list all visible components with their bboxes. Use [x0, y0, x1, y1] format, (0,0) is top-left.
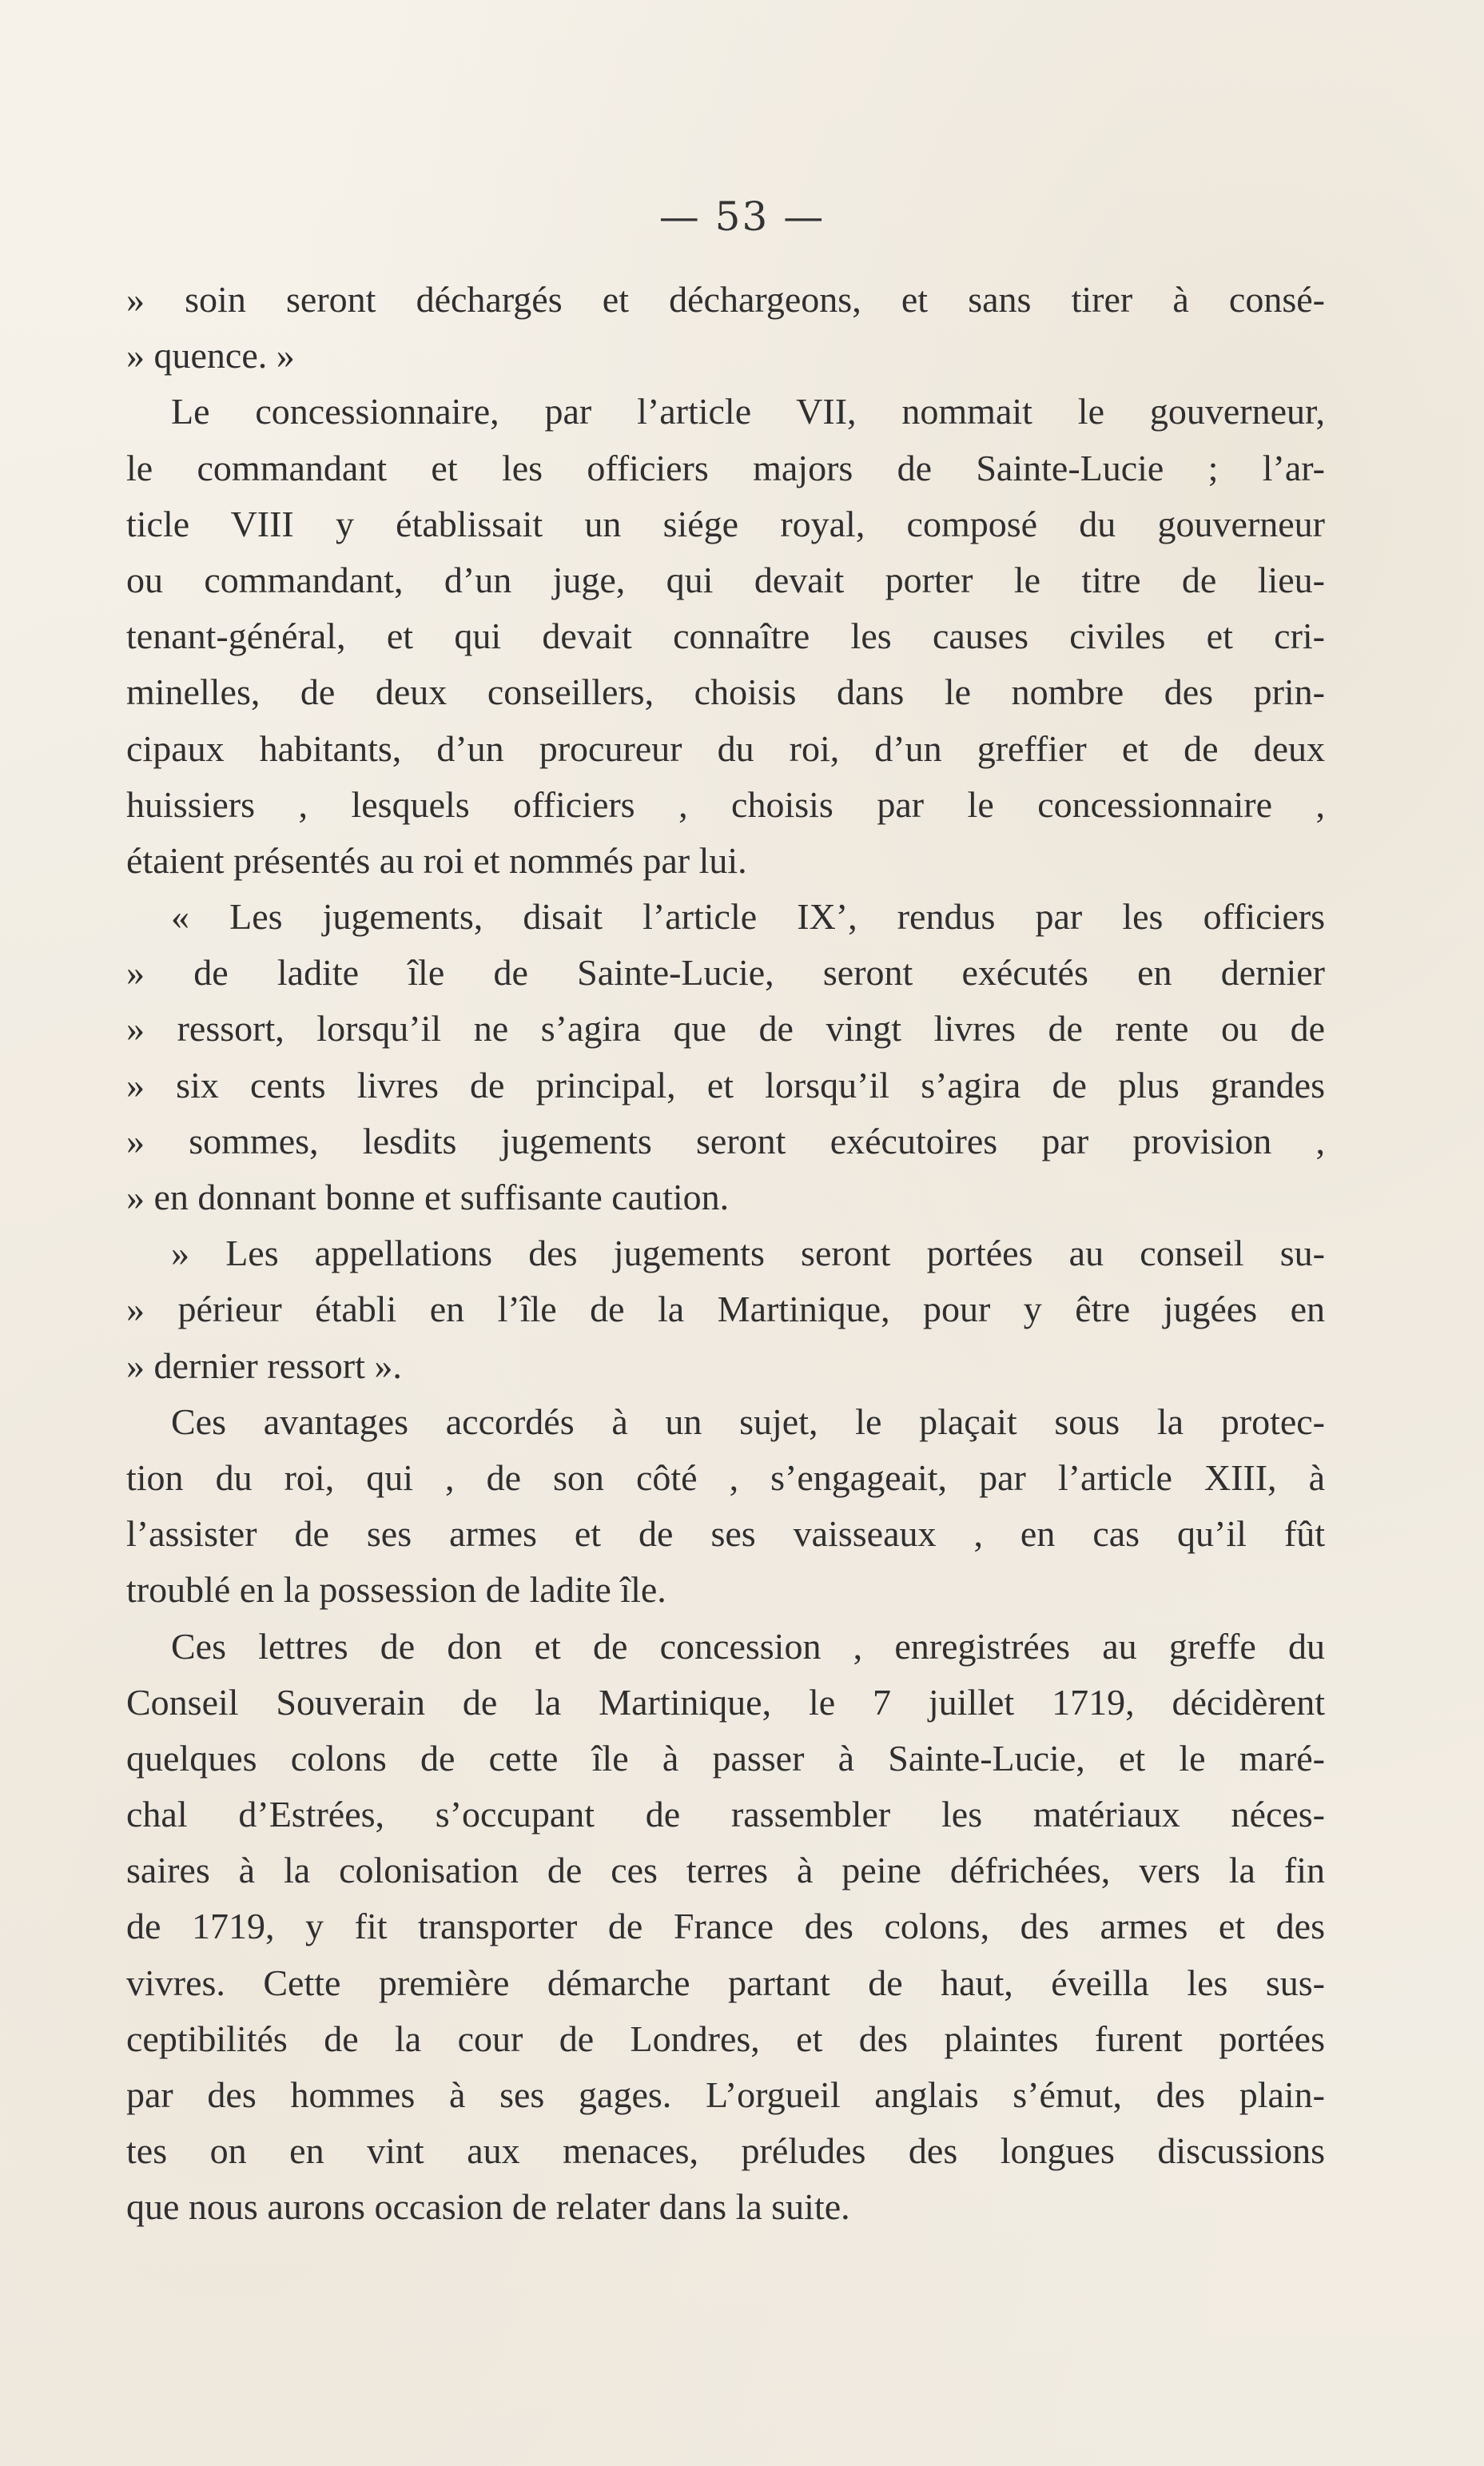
text-line: troublé en la possession de ladite île. [126, 1569, 666, 1611]
body-text [126, 272, 1325, 2236]
text-line: ceptibilités de la cour de Londres, et des plaintes furent portées [126, 2018, 1325, 2059]
text-line: » en donnant bonne et suffisante caution. [126, 1177, 730, 1217]
text-line: le commandant et les officiers majors de Sainte-Lucie ; l’ar- [126, 447, 1325, 488]
text-line: Conseil Souverain de la Martinique, le 7 juillet 1719, décidèrent [126, 1681, 1325, 1723]
text-line: cipaux habitants, d’un procureur du roi, d’un greffier et de deux [126, 727, 1325, 769]
text-line: étaient présentés au roi et nommés par lui. [126, 839, 747, 881]
text-line: que nous aurons occasion de relater dans la suite. [126, 2186, 850, 2228]
text-line: de 1719, y fit transporter de France des colons, des armes et des [126, 1906, 1325, 1947]
paragraph [126, 384, 1325, 889]
text-line: par des hommes à ses gages. L’orgueil anglais s’émut, des plain- [126, 2074, 1325, 2115]
text-line: chal d’Estrées, s’occupant de rassembler les matériaux néces- [126, 1794, 1325, 1835]
paragraph [126, 1394, 1325, 1619]
text-line: l’assister de ses armes et de ses vaisseaux , en cas qu’il fût [126, 1513, 1325, 1555]
text-line: tes on en vint aux menaces, préludes des longues discussions [126, 2130, 1325, 2172]
text-line: » Les appellations des jugements seront portées au conseil su- [171, 1233, 1325, 1274]
text-line: » ressort, lorsqu’il ne s’agira que de vingt livres de rente ou de [126, 1008, 1325, 1050]
text-line: » six cents livres de principal, et lorsqu’il s’agira de plus grandes [126, 1064, 1325, 1106]
paragraph [126, 889, 1325, 1225]
text-line: tenant-général, et qui devait connaître les causes civiles et cri- [126, 616, 1325, 657]
page-number: — 53 — [658, 193, 826, 240]
paragraph [126, 272, 1325, 384]
text-line: » de ladite île de Sainte-Lucie, seront exécutés en dernier [126, 952, 1325, 994]
text-line: minelles, de deux conseillers, choisis dans le nombre des prin- [126, 671, 1325, 713]
paragraph [126, 1225, 1325, 1394]
text-line: Ces lettres de don et de concession , enregistrées au greffe du [171, 1625, 1325, 1667]
text-line: Le concessionnaire, par l’article VII, nommait le gouverneur, [171, 391, 1325, 432]
text-line: saires à la colonisation de ces terres à peine défrichées, vers la fin [126, 1850, 1325, 1891]
text-line: » dernier ressort ». [126, 1345, 402, 1386]
text-line: ou commandant, d’un juge, qui devait porter le titre de lieu- [126, 559, 1325, 600]
text-line: » quence. » [126, 335, 295, 376]
text-line: » soin seront déchargés et déchargeons, et sans tirer à consé- [126, 279, 1325, 320]
text-line: » périeur établi en l’île de la Martinique, pour y être jugées en [126, 1289, 1325, 1330]
text-line: » sommes, lesdits jugements seront exécutoires par provision , [126, 1120, 1325, 1161]
text-line: huissiers , lesquels officiers , choisis par le concessionnaire , [126, 783, 1325, 825]
text-line: quelques colons de cette île à passer à Sainte-Lucie, et le maré- [126, 1737, 1325, 1779]
paragraph [126, 1619, 1325, 2236]
text-line: vivres. Cette première démarche partant de haut, éveilla les sus- [126, 1962, 1325, 2003]
text-line: ticle VIII y établissait un siége royal, composé du gouverneur [126, 503, 1325, 544]
text-line: tion du roi, qui , de son côté , s’engageait, par l’article XIII, à [126, 1456, 1325, 1498]
text-line: Ces avantages accordés à un sujet, le plaçait sous la protec- [171, 1400, 1325, 1442]
text-line: « Les jugements, disait l’article IX’, rendus par les officiers [171, 896, 1325, 938]
